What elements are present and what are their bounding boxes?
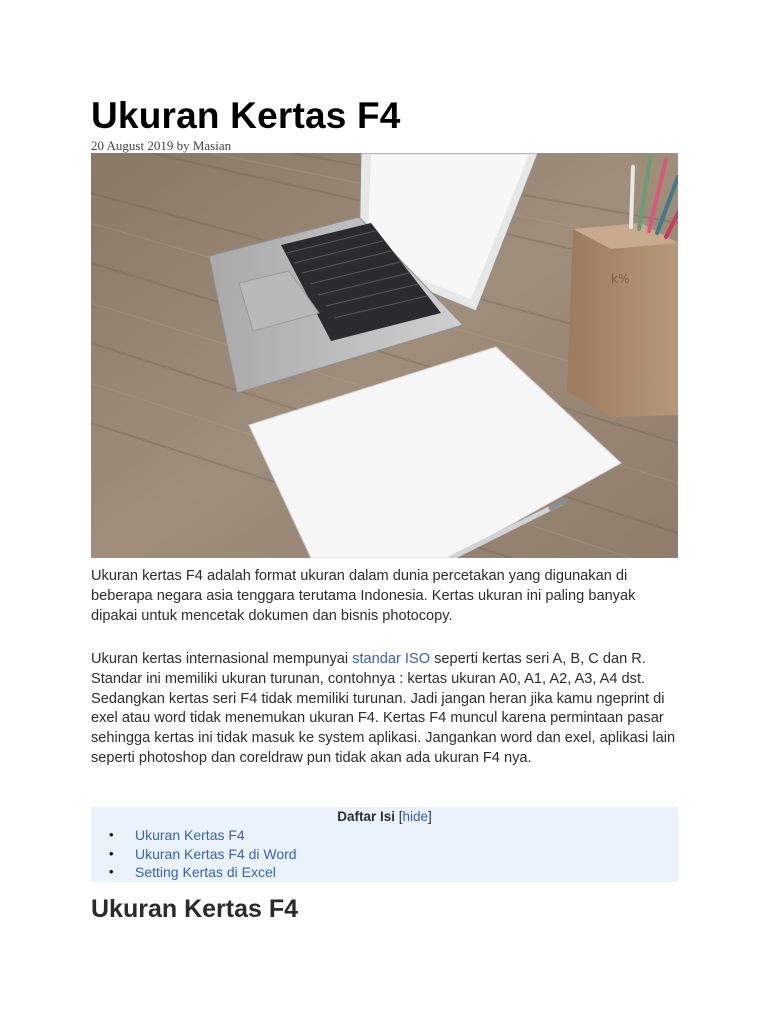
bullet-icon: • [109,864,114,879]
bullet-icon: • [109,827,114,842]
toc-item-3[interactable] [109,863,276,881]
paragraph-text-after-link: seperti kertas seri A, B, C dan R. Standar ini memiliki ukuran turunan, contohnya : kertas ukuran A0, A1, A2, A3, A4 dst. Sedangkan kertas seri F4 tidak memiliki turunan. Jadi jangan heran jika kamu ngeprint di exel atau word tidak menemukan ukuran F4. Kertas F4 muncul karena permintaan pasar sehingga kertas ini tidak masuk ke system aplikasi. Jangankan word dan exel, aplikasi lain seperti photoshop dan coreldraw pun tidak akan ada ukuran F4 nya. [91,651,676,766]
toc-title: Daftar Isi [337,809,395,824]
toc-bracket-close: ] [428,809,432,824]
toc-link-ukuran-kertas-f4[interactable]: Ukuran Kertas F4 [135,827,245,843]
featured-image [91,153,678,558]
toc-item-2[interactable] [109,845,297,863]
toc-bracket-open: [ [394,809,403,824]
toc-link-ukuran-kertas-f4-word[interactable]: Ukuran Kertas F4 di Word [135,846,297,862]
svg-text:k%: k% [611,272,630,286]
paragraph-text-before-link: Ukuran kertas internasional mempunyai [91,651,353,667]
post-meta: 20 August 2019 by Masian [91,138,232,153]
page-title: Ukuran Kertas F4 [91,95,401,136]
bullet-icon: • [109,846,114,861]
body-paragraph [91,650,681,769]
table-of-contents [91,807,678,882]
iso-standard-link[interactable]: standar ISO [352,651,431,667]
section-heading: Ukuran Kertas F4 [91,895,299,923]
toc-link-setting-kertas-excel[interactable]: Setting Kertas di Excel [135,864,276,880]
toc-item-1[interactable] [109,826,245,844]
intro-paragraph: Ukuran kertas F4 adalah format ukuran dalam dunia percetakan yang digunakan di beberapa negara asia tenggara terutama Indonesia. Kertas ukuran ini paling banyak dipakai untuk mencetak dokumen dan bisnis photocopy. [91,568,636,624]
toc-header [91,808,678,826]
toc-hide-toggle[interactable]: hide [402,809,429,824]
